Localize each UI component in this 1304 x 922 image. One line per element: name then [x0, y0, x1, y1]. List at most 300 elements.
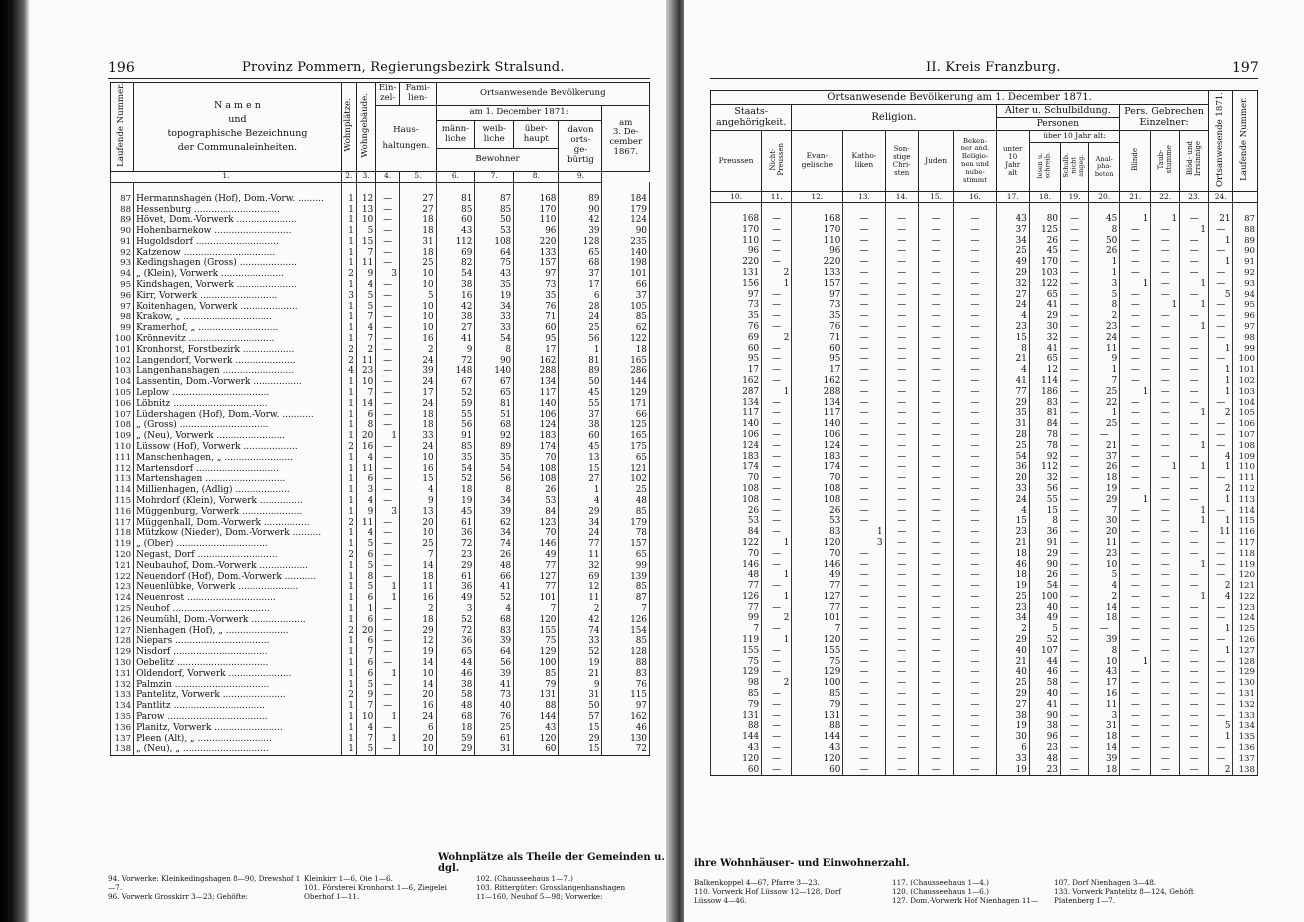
cell-value: 65	[602, 550, 650, 561]
cell-value: —	[376, 647, 400, 658]
cell-value: 96	[514, 226, 559, 237]
cell-value: 77	[514, 582, 559, 593]
cell-value: —	[1151, 408, 1180, 419]
cell-value: 15	[996, 333, 1029, 344]
place-name: Pantelitz, Vorwerk ......................	[134, 690, 342, 701]
cell-value: —	[1060, 408, 1088, 419]
cell-value: 21	[996, 354, 1029, 365]
table-row	[711, 408, 1258, 419]
cell-value: 1	[1209, 495, 1233, 506]
cell-value: 66	[475, 572, 514, 583]
place-name: Hessenburg ..............................	[134, 205, 342, 216]
row-number: 106	[111, 399, 134, 410]
cell-value: 1	[1180, 592, 1209, 603]
cell-value: 18	[399, 215, 436, 226]
cell-value: 18	[602, 345, 650, 356]
cell-value: 100	[514, 658, 559, 669]
cell-value: 35	[475, 453, 514, 464]
cell-value: —	[762, 646, 792, 657]
cell-value: 5	[399, 291, 436, 302]
cell-value: 34	[475, 496, 514, 507]
place-name: Langenhanshagen .........................	[134, 366, 342, 377]
cell-value: 1	[1180, 322, 1209, 333]
cell-value: 88	[602, 658, 650, 669]
cell-value: —	[1180, 635, 1209, 646]
cell-value: —	[885, 257, 918, 268]
cell-value: 133	[792, 268, 843, 279]
cell-value: 25	[399, 258, 436, 269]
row-number: 133	[111, 690, 134, 701]
cell-value: 1	[341, 615, 356, 626]
cell-value: 17	[1089, 678, 1120, 689]
cell-value: 26	[711, 506, 762, 517]
cell-value: 7	[356, 647, 375, 658]
col-laufende-nummer: Laufende Nummer.	[111, 83, 134, 172]
cell-value: —	[1060, 581, 1088, 592]
cell-value: 91	[436, 431, 475, 442]
cell-value: 1	[341, 388, 356, 399]
column-number: 20.	[1089, 192, 1120, 203]
cell-value: 78	[1029, 430, 1060, 441]
cell-value: —	[1060, 538, 1088, 549]
cell-value: 29	[996, 689, 1029, 700]
cell-value: —	[1120, 549, 1151, 560]
row-number: 99	[111, 323, 134, 334]
cell-value: 2	[341, 626, 356, 637]
cell-value: 7	[792, 624, 843, 635]
cell-value: 144	[514, 712, 559, 723]
cell-value: 1	[341, 420, 356, 431]
cell-value: —	[1120, 592, 1151, 603]
cell-value: 1	[1180, 408, 1209, 419]
cell-value: 2	[559, 604, 602, 615]
cell-value: —	[918, 365, 954, 376]
cell-value: 87	[602, 593, 650, 604]
cell-value: 2	[341, 550, 356, 561]
col-alter-schulbildung: Alter u. Schulbildung.	[996, 105, 1120, 118]
cell-value: —	[1120, 624, 1151, 635]
cell-value: 125	[1029, 225, 1060, 236]
row-number: 120	[1233, 570, 1258, 581]
cell-value: 1	[341, 312, 356, 323]
col-ortsanwesende-1871: Ortsanwesende 1871.	[1209, 91, 1233, 192]
cell-value: 32	[1029, 333, 1060, 344]
cell-value: —	[1120, 354, 1151, 365]
cell-value: 23	[996, 527, 1029, 538]
cell-value: —	[843, 441, 885, 452]
cell-value: —	[843, 376, 885, 387]
cell-value: —	[954, 635, 996, 646]
cell-value: —	[1120, 538, 1151, 549]
cell-value: —	[885, 430, 918, 441]
cell-value: 120	[792, 538, 843, 549]
cell-value: 15	[356, 237, 375, 248]
cell-value: 2	[341, 356, 356, 367]
row-number: 121	[111, 561, 134, 572]
col-wohngebaeude: Wohngebäude.	[356, 83, 375, 172]
row-number: 125	[1233, 624, 1258, 635]
cell-value: —	[954, 603, 996, 614]
place-name: Palmzin .................................	[134, 680, 342, 691]
cell-value: 15	[996, 516, 1029, 527]
cell-value: —	[954, 613, 996, 624]
row-number: 99	[1233, 344, 1258, 355]
cell-value: —	[954, 570, 996, 581]
cell-value: 2	[1209, 408, 1233, 419]
cell-value: —	[885, 214, 918, 225]
table-row	[711, 419, 1258, 430]
cell-value: —	[1120, 581, 1151, 592]
cell-value: 6	[356, 615, 375, 626]
cell-value: 77	[792, 581, 843, 592]
cell-value: 100	[792, 678, 843, 689]
cell-value: 112	[436, 237, 475, 248]
row-number: 114	[111, 485, 134, 496]
cell-value: 50	[559, 701, 602, 712]
cell-value: 2	[341, 690, 356, 701]
table-row	[111, 215, 650, 226]
cell-value: 10	[399, 453, 436, 464]
cell-value: —	[885, 462, 918, 473]
cell-value: —	[885, 678, 918, 689]
place-name: Hermannshagen (Hof), Dom.-Vorw. .........	[134, 194, 342, 205]
row-number: 119	[1233, 560, 1258, 571]
cell-value: 1	[1209, 387, 1233, 398]
cell-value: 60	[792, 765, 843, 776]
cell-value: 8	[1089, 225, 1120, 236]
row-number: 126	[1233, 635, 1258, 646]
cell-value: 10	[356, 712, 375, 723]
column-number: 24.	[1209, 192, 1233, 203]
cell-value: —	[918, 495, 954, 506]
cell-value: 34	[996, 613, 1029, 624]
table-row	[711, 667, 1258, 678]
cell-value: —	[762, 700, 792, 711]
cell-value: 108	[711, 495, 762, 506]
cell-value: 129	[792, 667, 843, 678]
cell-value: 1	[376, 593, 400, 604]
cell-value: 2	[1089, 311, 1120, 322]
table-row	[711, 462, 1258, 473]
cell-value: 76	[711, 322, 762, 333]
cell-value: 35	[996, 408, 1029, 419]
cell-value: 4	[356, 723, 375, 734]
cell-value: 1	[376, 431, 400, 442]
cell-value: 18	[1089, 732, 1120, 743]
cell-value: 131	[792, 711, 843, 722]
cell-value: —	[1180, 765, 1209, 776]
cell-value: 11	[356, 356, 375, 367]
cell-value: —	[1151, 398, 1180, 409]
cell-value: 16	[356, 442, 375, 453]
cell-value: 9	[559, 680, 602, 691]
cell-value: 54	[475, 334, 514, 345]
cell-value: 68	[475, 420, 514, 431]
table-row	[711, 311, 1258, 322]
table-row	[711, 560, 1258, 571]
footnote-col3-right: 107. Dorf Nienhagen 3—48. 133. Vorwerk Pantelitz 8—124, Gehöft Platenberg 1—7.	[1054, 878, 1194, 905]
cell-value: —	[762, 441, 792, 452]
cell-value: —	[1060, 354, 1088, 365]
place-name: „ (Klein), Vorwerk ......................	[134, 269, 342, 280]
cell-value: —	[843, 279, 885, 290]
row-number: 111	[1233, 473, 1258, 484]
cell-value: 22	[1089, 398, 1120, 409]
cell-value: —	[885, 732, 918, 743]
col-blinde: Blinde	[1120, 131, 1151, 192]
cell-value: 79	[792, 700, 843, 711]
cell-value: —	[918, 527, 954, 538]
cell-value: —	[918, 419, 954, 430]
right-page	[684, 0, 1304, 922]
cell-value: 4	[1209, 452, 1233, 463]
cell-value: —	[1209, 603, 1233, 614]
cell-value: 85	[602, 582, 650, 593]
cell-value: 24	[996, 300, 1029, 311]
cell-value: 20	[996, 473, 1029, 484]
cell-value: 146	[792, 560, 843, 571]
cell-value: —	[1120, 646, 1151, 657]
cell-value: —	[1120, 667, 1151, 678]
cell-value: 78	[1029, 441, 1060, 452]
cell-value: 1	[341, 258, 356, 269]
cell-value: —	[1120, 711, 1151, 722]
cell-value: —	[1209, 430, 1233, 441]
cell-value: 50	[1089, 236, 1120, 247]
cell-value: 61	[475, 734, 514, 745]
cell-value: —	[1151, 290, 1180, 301]
cell-value: 45	[1089, 214, 1120, 225]
cell-value: —	[376, 323, 400, 334]
row-number: 90	[1233, 246, 1258, 257]
cell-value: —	[885, 624, 918, 635]
footnote-col2-left: Kleinkirr 1—6, Oie 1—6. 101. Försterei Kronhorst 1—6, Ziegelei Oberhof 1—11.	[304, 874, 447, 901]
cell-value: 45	[1029, 246, 1060, 257]
table-row	[111, 615, 650, 626]
row-number: 117	[111, 518, 134, 529]
place-name: Neumühl, Dom.-Vorwerk ...................	[134, 615, 342, 626]
cell-value: —	[1180, 613, 1209, 624]
cell-value: —	[843, 290, 885, 301]
cell-value: —	[376, 701, 400, 712]
cell-value: 1	[341, 572, 356, 583]
table-row	[711, 484, 1258, 495]
place-name: Nienhagen (Hof), „ ......................	[134, 626, 342, 637]
cell-value: 2	[1209, 765, 1233, 776]
cell-value: 1	[1209, 344, 1233, 355]
cell-value: —	[762, 549, 792, 560]
cell-value: —	[1120, 516, 1151, 527]
column-number: 13.	[843, 192, 885, 203]
table-row	[111, 258, 650, 269]
col-juden: Juden	[918, 131, 954, 192]
cell-value: —	[1151, 484, 1180, 495]
cell-value: 81	[1029, 408, 1060, 419]
cell-value: 67	[475, 377, 514, 388]
table-row	[111, 334, 650, 345]
cell-value: —	[885, 300, 918, 311]
cell-value: —	[1060, 624, 1088, 635]
cell-value: 76	[514, 302, 559, 313]
cell-value: 140	[514, 399, 559, 410]
row-number: 109	[1233, 452, 1258, 463]
cell-value: 18	[436, 723, 475, 734]
cell-value: 88	[792, 721, 843, 732]
cell-value: 35	[436, 453, 475, 464]
cell-value: 122	[711, 538, 762, 549]
cell-value: 41	[1029, 344, 1060, 355]
cell-value: —	[843, 732, 885, 743]
cell-value: 6	[356, 550, 375, 561]
cell-value: —	[376, 442, 400, 453]
cell-value: 55	[559, 399, 602, 410]
cell-value: 35	[792, 311, 843, 322]
cell-value: 220	[711, 257, 762, 268]
cell-value: —	[762, 376, 792, 387]
cell-value: 127	[514, 572, 559, 583]
cell-value: —	[1180, 732, 1209, 743]
cell-value: —	[954, 646, 996, 657]
cell-value: —	[1060, 279, 1088, 290]
cell-value: 18	[399, 248, 436, 259]
cell-value: —	[1151, 333, 1180, 344]
cell-value: 90	[602, 226, 650, 237]
cell-value: 95	[711, 354, 762, 365]
cell-value: 10	[399, 528, 436, 539]
cell-value: —	[1060, 300, 1088, 311]
row-number: 137	[1233, 754, 1258, 765]
cell-value: 84	[514, 507, 559, 518]
cell-value: 77	[996, 387, 1029, 398]
row-number: 122	[1233, 592, 1258, 603]
col-unter-10: unter 10 Jahr alt	[996, 131, 1029, 192]
col-ortsanwesende: Ortsanwesende Bevölkerung	[436, 83, 649, 106]
cell-value: 96	[711, 246, 762, 257]
cell-value: 76	[792, 322, 843, 333]
cell-value: —	[1120, 462, 1151, 473]
cell-value: 7	[711, 624, 762, 635]
cell-value: —	[885, 441, 918, 452]
cell-value: 60	[559, 431, 602, 442]
cell-value: —	[1060, 743, 1088, 754]
cell-value: —	[954, 354, 996, 365]
cell-value: 7	[1089, 506, 1120, 517]
cell-value: —	[1060, 506, 1088, 517]
cell-value: 24	[559, 528, 602, 539]
cell-value: —	[885, 516, 918, 527]
cell-value: 16	[1089, 689, 1120, 700]
cell-value: 1	[341, 431, 356, 442]
cell-value: —	[1180, 700, 1209, 711]
cell-value: 50	[475, 215, 514, 226]
cell-value: 115	[602, 690, 650, 701]
cell-value: 14	[399, 658, 436, 669]
cell-value: —	[1151, 732, 1180, 743]
cell-value: 60	[514, 323, 559, 334]
column-number: 1.	[111, 171, 342, 182]
cell-value: —	[1180, 387, 1209, 398]
place-name: Negast, Dorf ............................	[134, 550, 342, 561]
cell-value: 56	[1029, 484, 1060, 495]
cell-value: —	[1120, 236, 1151, 247]
cell-value: 83	[475, 626, 514, 637]
cell-value: 8	[1029, 516, 1060, 527]
cell-value: 83	[1029, 398, 1060, 409]
cell-value: 53	[792, 516, 843, 527]
cell-value: 1	[1180, 506, 1209, 517]
cell-value: —	[1209, 246, 1233, 257]
row-number: 100	[1233, 354, 1258, 365]
cell-value: —	[1180, 754, 1209, 765]
cell-value: 2	[356, 345, 375, 356]
cell-value: —	[376, 690, 400, 701]
cell-value: 11	[356, 518, 375, 529]
cell-value: 29	[1089, 495, 1120, 506]
place-name: Mohrdorf (Klein), Vorwerk ...............	[134, 496, 342, 507]
cell-value: 110	[711, 236, 762, 247]
cell-value: —	[1060, 592, 1088, 603]
cell-value: 7	[356, 334, 375, 345]
cell-value: 6	[356, 474, 375, 485]
cell-value: —	[376, 680, 400, 691]
cell-value: 33	[399, 431, 436, 442]
cell-value: —	[918, 538, 954, 549]
cell-value: —	[1180, 354, 1209, 365]
row-number: 94	[111, 269, 134, 280]
cell-value: 19	[996, 721, 1029, 732]
cell-value: —	[918, 484, 954, 495]
cell-value: —	[376, 334, 400, 345]
cell-value: —	[1180, 570, 1209, 581]
cell-value: —	[954, 711, 996, 722]
cell-value: —	[1151, 646, 1180, 657]
cell-value: 1	[376, 734, 400, 745]
cell-value: —	[376, 539, 400, 550]
cell-value: 1	[341, 636, 356, 647]
cell-value: —	[1209, 754, 1233, 765]
col-katholiken: Katho- liken	[843, 131, 885, 192]
cell-value: 24	[399, 356, 436, 367]
cell-value: 168	[711, 214, 762, 225]
place-name: Koitenhagen, Vorwerk ....................	[134, 302, 342, 313]
cell-value: 25	[475, 723, 514, 734]
cell-value: —	[376, 572, 400, 583]
cell-value: —	[1151, 419, 1180, 430]
cell-value: —	[843, 624, 885, 635]
cell-value: 10	[1089, 657, 1120, 668]
cell-value: —	[762, 257, 792, 268]
cell-value: —	[1120, 743, 1151, 754]
cell-value: 2	[996, 624, 1029, 635]
cell-value: 13	[356, 205, 375, 216]
table-row	[711, 635, 1258, 646]
cell-value: 53	[711, 516, 762, 527]
cell-value: —	[1060, 322, 1088, 333]
cell-value: 5	[356, 291, 375, 302]
cell-value: —	[885, 603, 918, 614]
column-number: 11.	[762, 192, 792, 203]
row-number: 138	[1233, 765, 1258, 776]
cell-value: 220	[792, 257, 843, 268]
cell-value: 16	[399, 464, 436, 475]
table-row	[111, 539, 650, 550]
row-number: 121	[1233, 581, 1258, 592]
cell-value: —	[762, 603, 792, 614]
cell-value: —	[1151, 689, 1180, 700]
table-row	[111, 291, 650, 302]
cell-value: —	[843, 570, 885, 581]
cell-value: 4	[341, 366, 356, 377]
